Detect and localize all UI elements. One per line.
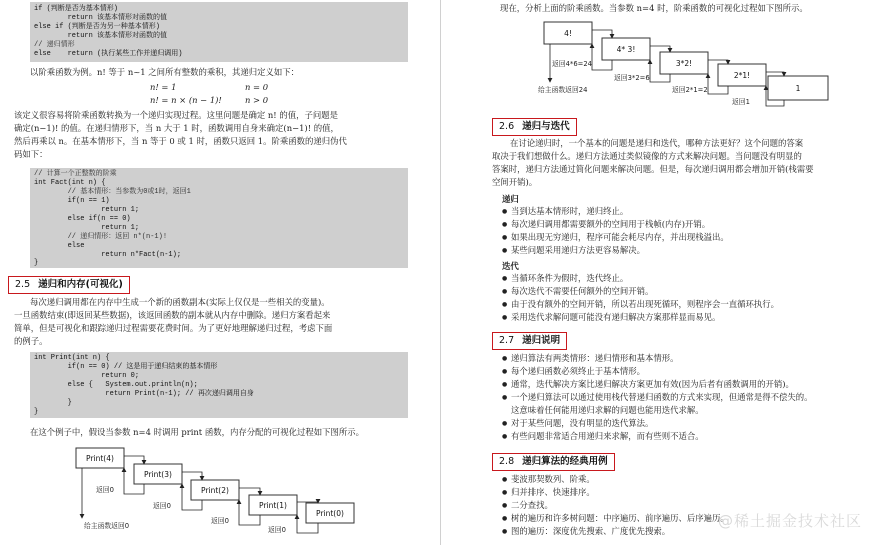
code-line: // 递归情形 xyxy=(34,41,75,49)
code-line: else if(n == 0) xyxy=(34,215,131,223)
diagram-box-label: Print(2) xyxy=(201,486,229,495)
watermark: @稀土掘金技术社区 xyxy=(717,512,862,530)
list-item: ● 树的遍历和许多树问题：中序遍历、前序遍历、后序遍历。 xyxy=(511,512,729,525)
code-line: int Print(int n) { xyxy=(34,354,110,362)
diagram-box-label: 1 xyxy=(795,84,801,93)
return-label: 返回4*6=24 xyxy=(552,60,592,68)
code-line: return 0; xyxy=(34,372,140,380)
section-number: 2.7 xyxy=(499,335,515,346)
paragraph-line: 确定(n−1)! 的值。在递归情形下，当 n 大于 1 时，函数调用自身来确定(n−1)! 的值， xyxy=(14,123,339,133)
section-number: 2.8 xyxy=(499,456,515,467)
diagram-box-label: Print(0) xyxy=(316,509,344,518)
page-divider xyxy=(440,0,441,545)
section-title: 递归与迭代 xyxy=(522,121,570,132)
paragraph-line: 空间开销)。 xyxy=(492,177,538,187)
list-item: ● 有些问题非常适合用递归来求解，而有些则不适合。 xyxy=(511,430,704,443)
return-label: 返回1 xyxy=(732,98,750,106)
code-line: if(n == 1) xyxy=(34,197,110,205)
paragraph-line: 取决于我们想做什么。递归方法通过类似镜像的方式来解决问题。当问题没有明显的 xyxy=(492,151,802,161)
code-line: return 该基本情形对函数的值 xyxy=(34,32,168,40)
code-line: } xyxy=(34,259,39,267)
main-return-label: 给主函数返回24 xyxy=(538,86,588,94)
list-item: ● 当到达基本情形时，递归终止。 xyxy=(511,205,628,218)
main-return-label: 给主函数返回0 xyxy=(84,522,130,530)
code-line: else xyxy=(34,242,85,250)
paragraph: 以阶乘函数为例。n! 等于 n~1 之间所有整数的乘积，其递归定义如下： xyxy=(30,67,299,77)
section-number: 2.5 xyxy=(15,279,31,290)
list-item: ● 每个递归函数必须终止于基本情形。 xyxy=(511,365,645,378)
code-block-fact xyxy=(30,168,408,268)
paragraph-line: 简单，但是可视化和跟踪递归过程需要花费时间。为了更好地理解递归过程，考虑下面 xyxy=(14,323,333,333)
code-line: if(n == 0) // 这是用于递归结束的基本情形 xyxy=(34,363,218,371)
call-arrow xyxy=(239,488,260,495)
code-block-print xyxy=(30,352,408,418)
diagram-box-label: Print(4) xyxy=(86,454,114,463)
equation: n > 0 xyxy=(245,95,269,105)
diagram-box-label: 4! xyxy=(564,29,572,38)
paragraph-line: 答案时，递归方法通过简化问题来解决问题。但是，每次递归调用都会增加开销(栈需要 xyxy=(492,164,814,174)
call-arrow xyxy=(124,456,144,464)
list-item: ● 某些问题采用递归方法更容易解决。 xyxy=(511,244,645,257)
list-item: ● 通常，迭代解决方案比递归解决方案更加有效(因为后者有函数调用的开销)。 xyxy=(511,378,794,391)
diagram-box-label: Print(3) xyxy=(144,470,172,479)
paragraph-line: 的例子。 xyxy=(14,336,48,346)
return-label: 返回0 xyxy=(268,526,286,534)
paragraph-line: 在讨论递归时，一个基本的问题是递归和迭代，哪种方法更好？这个问题的答案 xyxy=(510,138,804,148)
code-block-template xyxy=(30,2,408,62)
section-heading-2-6 xyxy=(492,118,577,136)
print-recursion-diagram xyxy=(0,440,438,545)
paragraph-line: 然后再乘以 n。在基本情形下，当 n 等于 0 或 1 时，函数只返回 1。阶乘函数的递归伪代 xyxy=(14,136,347,146)
section-title: 递归说明 xyxy=(522,335,561,346)
equation: n! = n × (n − 1)! xyxy=(150,95,222,105)
code-line: return 1; xyxy=(34,224,140,232)
list-item: ● 二分查找。 xyxy=(511,499,553,512)
list-item: ● 由于没有额外的空间开销，所以若出现死循环，则程序会一直循环执行。 xyxy=(511,298,779,311)
section-heading-2-7 xyxy=(492,332,567,350)
diagram-box-label: 3*2! xyxy=(675,59,693,68)
return-label: 返回0 xyxy=(96,486,114,494)
code-line: int Fact(int n) { xyxy=(34,179,106,187)
call-arrow xyxy=(650,46,670,52)
call-arrow xyxy=(708,60,728,64)
factorial-recursion-diagram xyxy=(444,16,876,108)
paragraph-line: 一旦函数结束(即返回某些数据)，该返回函数的副本就从内存中删除。递归方案看起来 xyxy=(14,310,331,320)
list-item: ● 斐波那契数列、阶乘。 xyxy=(511,473,595,486)
section-number: 2.6 xyxy=(499,121,515,132)
return-label: 返回3*2=6 xyxy=(614,74,650,82)
return-label: 返回2*1=2 xyxy=(672,86,708,94)
code-line: return 该基本情形对函数的值 xyxy=(34,14,168,22)
code-line: return n*Fact(n-1); xyxy=(34,251,182,259)
subheading-iteration: 迭代 xyxy=(502,261,519,271)
code-line: } xyxy=(34,399,72,407)
diagram-box-label: 4* 3! xyxy=(616,45,636,54)
code-line: return Print(n-1); // 再次递归调用自身 xyxy=(34,390,254,398)
list-item: ● 每次递归调用都需要额外的空间用于栈帧(内存)开销。 xyxy=(511,218,710,231)
section-heading-2-5 xyxy=(8,276,130,294)
diagram-box-label: Print(1) xyxy=(259,501,287,510)
code-line: if (判断是否为基本情形) xyxy=(34,5,119,13)
equation: n! = 1 xyxy=(150,82,177,92)
list-item: ● 采用迭代求解问题可能没有递归解决方案那样显而易见。 xyxy=(511,311,720,324)
code-line: } xyxy=(34,408,39,416)
call-arrow xyxy=(766,72,784,76)
code-line: else if (判断是否为另一种基本情形) xyxy=(34,23,161,31)
code-line: else return (执行某些工作并递归调用) xyxy=(34,50,183,58)
list-item: ● 归并排序、快速排序。 xyxy=(511,486,595,499)
paragraph-line: 该定义很容易将阶乘函数转换为一个递归实现过程。这里问题是确定 n! 的值，子问题是 xyxy=(14,110,338,120)
list-item: ● 递归算法有两类情形：递归情形和基本情形。 xyxy=(511,352,679,365)
list-item: ● 对于某些问题，没有明显的迭代算法。 xyxy=(511,417,653,430)
code-line: // 计算一个正整数的阶乘 xyxy=(34,170,117,178)
list-item: ● 当循环条件为假时，迭代终止。 xyxy=(511,272,628,285)
list-item-continuation: 这意味着任何能用递归求解的问题也能用迭代求解。 xyxy=(511,405,704,415)
call-arrow xyxy=(592,30,612,38)
list-item: ● 每次迭代不需要任何额外的空间开销。 xyxy=(511,285,653,298)
list-item: ● 如果出现无穷递归，程序可能会耗尽内存，并出现栈溢出。 xyxy=(511,231,729,244)
paragraph: 在这个例子中，假设当参数 n=4 时调用 print 函数，内存分配的可视化过程如下图所示。 xyxy=(30,427,364,437)
section-title: 递归和内存(可视化) xyxy=(38,279,123,290)
paragraph-line: 码如下： xyxy=(14,149,48,159)
paragraph-line: 每次递归调用都在内存中生成一个新的函数副本(实际上仅仅是一些相关的变量)。 xyxy=(30,297,330,307)
section-title: 递归算法的经典用例 xyxy=(522,456,608,467)
code-line: // 递归情形：返回 n*(n-1)! xyxy=(34,233,168,241)
code-line: // 基本情形：当参数为0或1时，返回1 xyxy=(34,188,191,196)
equation: n = 0 xyxy=(245,82,269,92)
code-line: return 1; xyxy=(34,206,140,214)
return-label: 返回0 xyxy=(153,502,171,510)
diagram-box-label: 2*1! xyxy=(733,71,751,80)
paragraph: 现在，分析上面的阶乘函数。当参数 n=4 时，阶乘函数的可视化过程如下图所示。 xyxy=(500,3,808,13)
right-page xyxy=(444,0,876,545)
call-arrow xyxy=(182,472,202,480)
subheading-recursion: 递归 xyxy=(502,194,519,204)
section-heading-2-8 xyxy=(492,453,615,471)
list-item: ● 一个递归算法可以通过使用栈代替递归函数的方式来实现，但通常是得不偿失的。 xyxy=(511,391,813,404)
return-label: 返回0 xyxy=(211,517,229,525)
code-line: else { System.out.println(n); xyxy=(34,381,198,389)
list-item: ● 图的遍历：深度优先搜索、广度优先搜索。 xyxy=(511,525,670,538)
